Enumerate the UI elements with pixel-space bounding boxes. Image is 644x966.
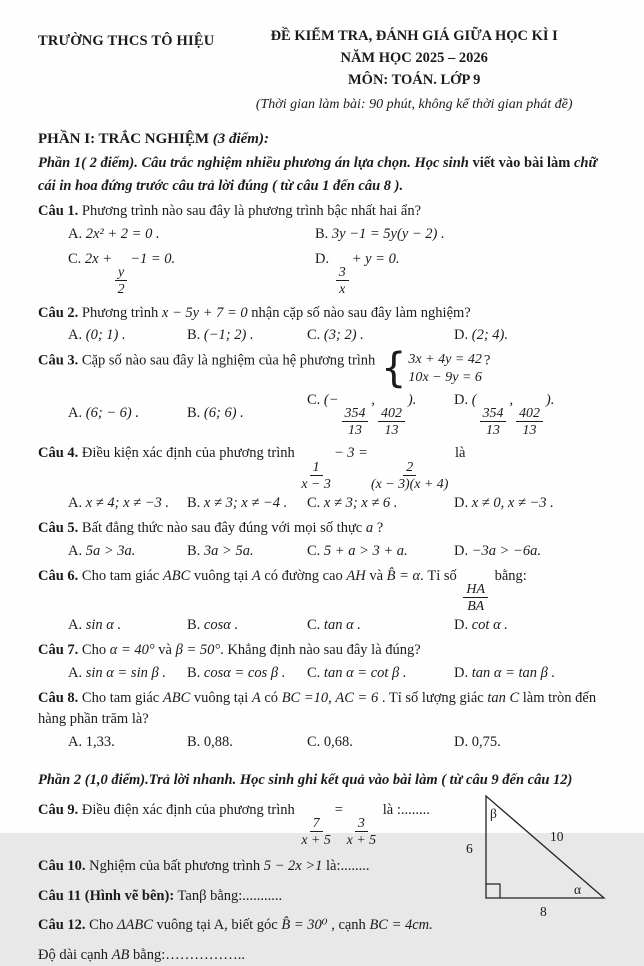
text-run: D. xyxy=(454,495,472,512)
text-run: B. xyxy=(187,542,204,559)
question-6-stem xyxy=(38,566,614,615)
math-run: −1 = 0. xyxy=(130,250,176,267)
math-run: x ≠ 0, x ≠ −3 . xyxy=(471,495,554,512)
math-run: 3y −1 = 5y(y − 2) . xyxy=(331,225,445,242)
text-run: C. xyxy=(307,327,324,344)
right-triangle-figure xyxy=(458,790,610,922)
q7-option-c xyxy=(307,663,454,685)
math-run: (−1; 2) . xyxy=(203,327,254,344)
q2-option-a xyxy=(68,325,187,347)
q5-option-b xyxy=(187,541,307,563)
fraction-denominator: x + 5 xyxy=(346,833,377,849)
fraction-denominator: 13 xyxy=(384,423,399,439)
fraction-denominator: x − 3 xyxy=(301,476,331,492)
fraction xyxy=(336,265,349,298)
q7-option-b xyxy=(187,663,307,685)
text-run: C. 0,68. xyxy=(307,734,353,751)
fraction xyxy=(301,460,330,493)
fraction-numerator: 354 xyxy=(342,406,369,422)
fraction-denominator: 13 xyxy=(348,423,362,439)
bold-run: Câu 1. xyxy=(38,203,79,220)
math-run: tan C xyxy=(487,689,520,706)
q3-option-a xyxy=(68,403,187,425)
math-run: AH xyxy=(346,567,366,584)
text-run: A. xyxy=(68,617,86,634)
fraction-numerator: 402 xyxy=(378,406,405,422)
math-run: (6; 6) . xyxy=(203,405,244,422)
q6-option-c xyxy=(307,615,454,637)
text-run: Cho tam giác xyxy=(78,567,163,584)
angle-alpha-label: α xyxy=(574,881,582,897)
q1-option-b xyxy=(315,224,614,246)
math-run: x − 5y + 7 = 0 xyxy=(161,304,248,321)
text-run: D. xyxy=(454,391,472,408)
text-run: vuông tại xyxy=(190,689,252,706)
text-run: Độ dài cạnh xyxy=(38,946,112,963)
q4-option-d xyxy=(454,493,614,515)
text-run: A. xyxy=(68,495,86,512)
fraction-numerator: 1 xyxy=(310,460,323,476)
math-run: BC = 4cm. xyxy=(369,917,433,934)
fraction xyxy=(371,460,448,493)
math-run: , xyxy=(509,391,514,408)
text-run: và xyxy=(154,642,176,659)
math-run: ). xyxy=(545,391,555,408)
bold-run: Câu 8. xyxy=(38,689,79,706)
question-1-stem xyxy=(38,201,614,223)
fraction xyxy=(480,406,507,439)
text-run: B. xyxy=(187,664,204,681)
text-run: Phương trình nào sau đây là phương trình bậc nhất hai ẩn? xyxy=(78,203,422,220)
q4-option-b xyxy=(187,493,307,515)
fraction-numerator: 7 xyxy=(310,816,323,832)
question-5-options xyxy=(38,541,614,563)
system-lines xyxy=(408,350,482,387)
text-run: Cho xyxy=(78,642,110,659)
math-run: (2; 4). xyxy=(471,327,508,344)
text-run: Điều kiện xác định của phương trình xyxy=(78,445,299,462)
math-run: x ≠ 3; x ≠ 6 . xyxy=(323,495,398,512)
school-name: TRƯỜNG THCS TÔ HIỆU xyxy=(38,33,215,49)
question-10 xyxy=(38,855,490,877)
school-year: NĂM HỌC 2025 – 2026 xyxy=(340,49,488,66)
text-run: B. 0,88. xyxy=(187,734,233,751)
bold-italic-run: (3 điểm): xyxy=(212,131,269,148)
text-run: ? xyxy=(483,352,491,369)
math-run: ). xyxy=(407,391,417,408)
math-run: tan α = tan β . xyxy=(471,664,556,681)
question-12-line1 xyxy=(38,914,490,936)
math-run: (− xyxy=(323,391,339,408)
question-1-options-row1 xyxy=(38,224,614,246)
text-run: A. xyxy=(68,542,86,559)
fraction-denominator: x xyxy=(339,282,346,298)
q7-option-d xyxy=(454,663,614,685)
question-8-stem xyxy=(38,688,614,732)
math-run: A xyxy=(251,689,261,706)
bold-run: viết vào bài làm xyxy=(472,155,574,172)
triangle-outline xyxy=(486,796,604,898)
question-9 xyxy=(38,799,490,849)
fraction-numerator: 354 xyxy=(480,406,507,422)
math-run: − 3 = xyxy=(333,445,368,462)
system-brace: { xyxy=(380,344,407,392)
text-run: A. xyxy=(68,664,86,681)
question-8-options xyxy=(38,732,614,754)
q4-option-c xyxy=(307,493,454,515)
math-run: 2x + xyxy=(84,250,113,267)
question-3-stem xyxy=(38,344,614,392)
q8-option-c xyxy=(307,732,454,754)
question-4-stem xyxy=(38,443,614,492)
text-run: D. xyxy=(315,250,333,267)
text-run: Cho xyxy=(85,917,117,934)
text-run: Cặp số nào sau đây là nghiệm của hệ phương trình xyxy=(78,352,379,369)
exam-title-block xyxy=(214,26,614,115)
math-run: ΔABC xyxy=(116,917,153,934)
q8-option-a xyxy=(68,732,187,754)
fraction-numerator: 3 xyxy=(355,816,368,832)
fraction xyxy=(301,816,330,849)
text-run: là:........ xyxy=(322,858,370,875)
bold-run: Câu 2. xyxy=(38,304,79,321)
base-8-label: 8 xyxy=(540,903,547,919)
text-run: và xyxy=(365,567,387,584)
header xyxy=(38,26,614,115)
q6-option-d xyxy=(454,615,614,637)
text-run: , xyxy=(328,689,336,706)
question-1-options-row2 xyxy=(38,249,614,298)
text-run: có đường cao xyxy=(260,567,347,584)
bold-run: Câu 6. xyxy=(38,567,79,584)
text-run: là xyxy=(451,445,466,462)
text-run: A. xyxy=(68,225,86,242)
math-run: β = 50° xyxy=(175,642,221,659)
math-run: (6; − 6) . xyxy=(85,405,140,422)
q5-option-c xyxy=(307,541,454,563)
text-run: ? xyxy=(373,520,384,537)
question-4-options xyxy=(38,493,614,515)
text-run: Điều điện xác định của phương trình xyxy=(78,801,299,818)
math-run: BC =10 xyxy=(281,689,329,706)
q5-option-d xyxy=(454,541,614,563)
question-11 xyxy=(38,885,490,907)
text-run: Bất đẳng thức nào sau đây đúng với mọi số thực xyxy=(78,520,366,537)
text-run: C. xyxy=(307,542,324,559)
system-line: 3x + 4y = 42 xyxy=(408,351,482,368)
math-run: 5 + a > 3 + a. xyxy=(323,542,408,559)
text-run: Phương trình xyxy=(78,304,162,321)
text-run: . Khẳng định nào sau đây là đúng? xyxy=(220,642,421,659)
text-run: D. xyxy=(454,617,472,634)
q7-option-a xyxy=(68,663,187,685)
math-run: 5a > 3a. xyxy=(85,542,136,559)
question-2-options xyxy=(38,325,614,347)
math-run: tan α = cot β . xyxy=(323,664,407,681)
text-run: nhận cặp số nào sau đây làm nghiệm? xyxy=(247,304,471,321)
question-7-options xyxy=(38,663,614,685)
text-run: bằng: xyxy=(490,567,527,584)
exam-title: ĐỀ KIỂM TRA, ĐÁNH GIÁ GIỮA HỌC KÌ I xyxy=(270,28,558,44)
math-run: −3a > −6a. xyxy=(471,542,541,559)
fraction-denominator: BA xyxy=(467,599,485,615)
question-2-stem xyxy=(38,303,614,325)
text-run: làm tròn đến hàng phần trăm là? xyxy=(38,689,597,728)
text-run: C. xyxy=(307,391,324,408)
math-run: sin α . xyxy=(85,617,122,634)
text-run: . Tỉ số lượng giác xyxy=(378,689,488,706)
part2-section xyxy=(38,770,614,966)
q6-option-a xyxy=(68,615,187,637)
text-run: B. xyxy=(187,327,204,344)
question-7-stem xyxy=(38,640,614,662)
bold-run: Câu 9. xyxy=(38,801,79,818)
question-6-options xyxy=(38,615,614,637)
fraction xyxy=(347,816,376,849)
text-run: vuông tại xyxy=(190,567,252,584)
text-run: bằng:…………….. xyxy=(129,946,245,963)
bold-run: Câu 10. xyxy=(38,858,86,875)
text-run: Nghiệm của bất phương trình xyxy=(85,858,264,875)
math-run: cosα = cos β . xyxy=(203,664,286,681)
text-run: có xyxy=(260,689,282,706)
bold-run: Câu 12. xyxy=(38,917,86,934)
q1-option-c xyxy=(68,249,315,298)
text-run: vuông tại A, biết góc xyxy=(152,917,282,934)
math-run: 3a > 5a. xyxy=(203,542,254,559)
math-run: ABC xyxy=(162,567,191,584)
math-run: A xyxy=(251,567,261,584)
math-run: ( xyxy=(471,391,477,408)
math-run: a xyxy=(365,520,374,537)
fraction-denominator: 13 xyxy=(522,423,537,439)
q2-option-d xyxy=(454,325,614,347)
text-run: B. xyxy=(315,225,332,242)
right-angle-marker xyxy=(486,884,500,898)
q5-option-a xyxy=(68,541,187,563)
math-run: B̂ = 30⁰ xyxy=(281,917,328,934)
bold-run: Câu 7. xyxy=(38,642,79,659)
fraction xyxy=(516,406,543,439)
fraction-numerator: y xyxy=(115,265,127,281)
question-5-stem xyxy=(38,518,614,540)
subject-grade: MÔN: TOÁN. LỚP 9 xyxy=(347,71,481,88)
q8-option-b xyxy=(187,732,307,754)
fraction-denominator: 13 xyxy=(486,423,500,439)
fraction-numerator: 402 xyxy=(516,406,543,422)
text-run: A. xyxy=(68,327,86,344)
text-run: C. xyxy=(307,664,324,681)
math-run: x ≠ 3; x ≠ −4 . xyxy=(203,495,288,512)
text-run: . Tỉ số xyxy=(420,567,461,584)
q3-option-d xyxy=(454,390,614,439)
time-note: (Thời gian làm bài: 90 phút, không kể thời gian phát đề) xyxy=(255,97,573,113)
q8-option-d xyxy=(454,732,614,754)
math-run: = xyxy=(333,801,344,818)
bold-italic-run: chữ cái in hoa đứng trước câu trả lời đúng ( từ câu 1 đến câu 8 ). xyxy=(38,155,598,194)
math-run: (0; 1) . xyxy=(85,327,126,344)
math-run: 2x² + 2 = 0 . xyxy=(85,225,160,242)
text-run: là :........ xyxy=(379,801,430,818)
q3-option-b xyxy=(187,403,307,425)
text-run: D. 0,75. xyxy=(454,734,501,751)
text-run: A. 1,33. xyxy=(68,734,115,751)
text-run: C. xyxy=(68,250,85,267)
math-run: cot α . xyxy=(471,617,508,634)
part1-heading xyxy=(38,129,614,150)
math-run: cosα . xyxy=(203,617,239,634)
math-run: tan α . xyxy=(323,617,361,634)
text-run: D. xyxy=(454,542,472,559)
q1-option-a xyxy=(68,224,315,246)
math-run: (3; 2) . xyxy=(323,327,364,344)
bold-italic-run: Phần 2 (1,0 điểm).Trả lời nhanh. Học sinh ghi kết quả vào bài làm ( từ câu 9 đến câu 12) xyxy=(38,771,573,788)
bold-run: Câu 4. xyxy=(38,445,79,462)
text-run: A. xyxy=(68,405,86,422)
fraction-denominator: 2 xyxy=(117,282,125,298)
bold-run: Câu 5. xyxy=(38,520,79,537)
bold-run: Câu 11 (Hình vẽ bên): xyxy=(38,887,175,904)
fraction xyxy=(115,265,127,298)
system-line: 10x − 9y = 6 xyxy=(408,369,482,386)
q6-option-b xyxy=(187,615,307,637)
fraction-numerator: HA xyxy=(463,582,488,598)
q4-option-a xyxy=(68,493,187,515)
math-run: , xyxy=(371,391,376,408)
bold-run: PHẦN I: TRẮC NGHIỆM xyxy=(38,131,213,148)
q1-option-d xyxy=(315,249,614,298)
math-run: 5 − 2x >1 xyxy=(263,858,323,875)
math-run: α = 40° xyxy=(109,642,155,659)
part1-intro xyxy=(38,152,614,197)
hypotenuse-10-label: 10 xyxy=(550,828,564,844)
math-run: + y = 0. xyxy=(351,250,400,267)
text-run: B. xyxy=(187,495,204,512)
text-run: D. xyxy=(454,664,472,681)
text-run: B. xyxy=(187,617,204,634)
text-run: , cạnh xyxy=(327,917,370,934)
text-run: Cho tam giác xyxy=(78,689,163,706)
math-run: ABC xyxy=(162,689,191,706)
text-run: D. xyxy=(454,327,472,344)
question-12-line2 xyxy=(38,944,490,966)
fraction-denominator: (x − 3)(x + 4) xyxy=(370,476,449,492)
math-run: B̂ = α xyxy=(386,567,421,584)
triangle-svg xyxy=(458,790,610,922)
text-run: C. xyxy=(307,495,324,512)
equation-system xyxy=(380,344,482,392)
math-run: AC = 6 xyxy=(335,689,379,706)
math-run: x ≠ 4; x ≠ −3 . xyxy=(85,495,170,512)
fraction xyxy=(463,582,488,615)
fraction xyxy=(378,406,405,439)
q3-option-c xyxy=(307,390,454,439)
bold-italic-run: Phần 1( 2 điểm). Câu trắc nghiệm nhiều phương án lựa chọn. Học sinh xyxy=(38,155,473,172)
math-run: sin α = sin β . xyxy=(85,664,166,681)
text-run: C. xyxy=(307,617,324,634)
q2-option-b xyxy=(187,325,307,347)
side-6-label: 6 xyxy=(466,840,473,856)
angle-beta-label: β xyxy=(490,805,497,821)
fraction-numerator: 3 xyxy=(336,265,349,281)
fraction-numerator: 2 xyxy=(403,460,416,476)
math-run: AB xyxy=(111,946,130,963)
fraction xyxy=(342,406,369,439)
question-3-options xyxy=(38,390,614,439)
text-run: Tanβ bằng:........... xyxy=(174,887,283,904)
fraction-denominator: x + 5 xyxy=(301,833,331,849)
bold-run: Câu 3. xyxy=(38,352,79,369)
part2-heading xyxy=(38,770,614,792)
text-run: B. xyxy=(187,405,204,422)
